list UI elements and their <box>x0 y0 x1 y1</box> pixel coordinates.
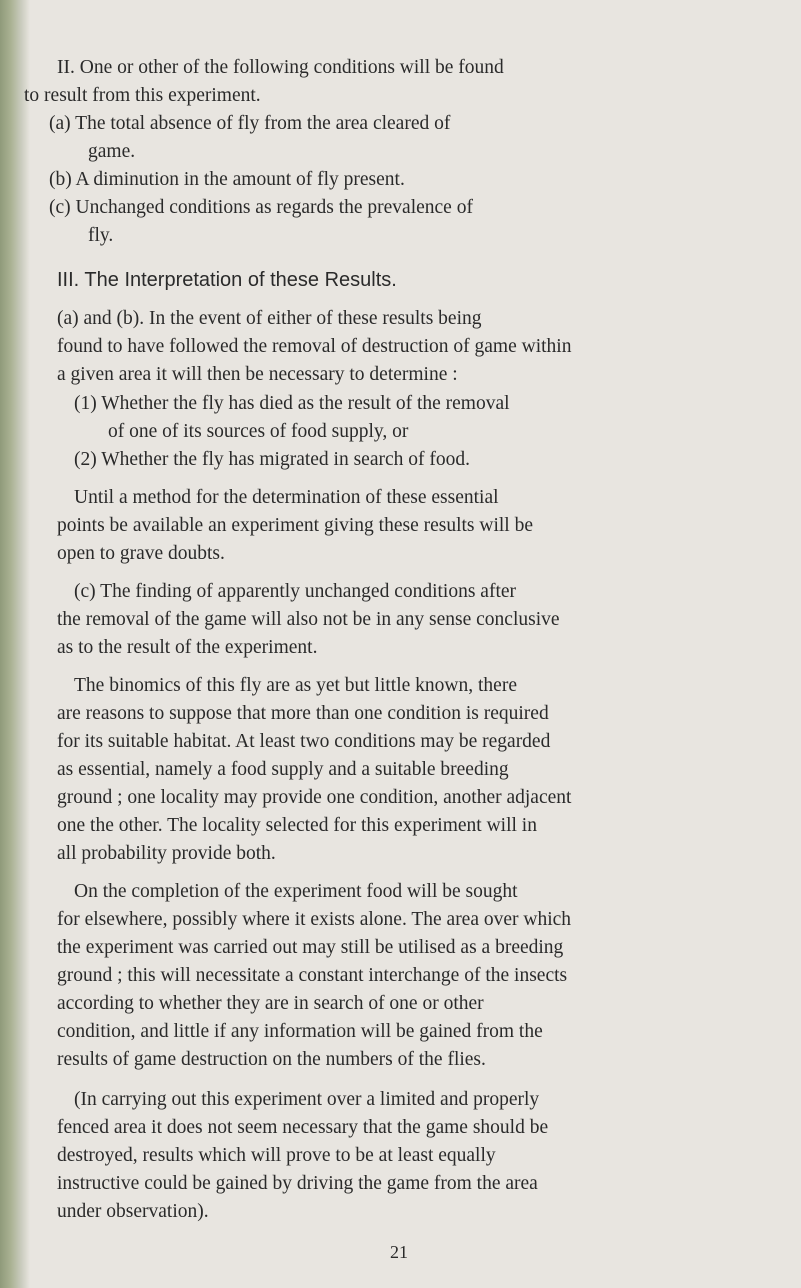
paragraph-line: ground ; one locality may provide one condition, another adjacent <box>57 787 572 808</box>
paragraph-line: instructive could be gained by driving the game from the area <box>57 1173 538 1194</box>
paragraph-line: all probability provide both. <box>57 843 276 864</box>
condition-a: game. <box>88 141 136 162</box>
paragraph-line: as to the result of the experiment. <box>57 637 318 658</box>
paragraph-line: The binomics of this fly are as yet but little known, there <box>74 675 517 696</box>
paragraph-line: as essential, namely a food supply and a suitable breeding <box>57 759 509 780</box>
paragraph-line: (In carrying out this experiment over a limited and properly <box>74 1089 540 1110</box>
paragraph-line: destroyed, results which will prove to be at least equally <box>57 1145 496 1166</box>
paragraph-line: the removal of the game will also not be in any sense conclusive <box>57 609 560 630</box>
section-ii-intro-line: II. One or other of the following conditions will be found <box>57 57 504 78</box>
paragraph-line: Until a method for the determination of these essential <box>74 487 499 508</box>
page-number: 21 <box>390 1242 408 1262</box>
section-heading: III. The Interpretation of these Results. <box>57 269 397 291</box>
paragraph-line: are reasons to suppose that more than one condition is required <box>57 703 549 724</box>
condition-a: (a) The total absence of fly from the area cleared of <box>49 113 451 134</box>
paragraph-line: a given area it will then be necessary to determine : <box>57 364 458 385</box>
paragraph-line: found to have followed the removal of destruction of game within <box>57 336 572 357</box>
paragraph-line: (a) and (b). In the event of either of these results being <box>57 308 482 329</box>
paragraph-line: results of game destruction on the numbers of the flies. <box>57 1049 486 1070</box>
question-1: of one of its sources of food supply, or <box>108 421 409 442</box>
question-2: (2) Whether the fly has migrated in search of food. <box>74 449 470 470</box>
section-ii-intro-line: to result from this experiment. <box>24 85 261 106</box>
paragraph-line: the experiment was carried out may still be utilised as a breeding <box>57 937 564 958</box>
paragraph-line: condition, and little if any information will be gained from the <box>57 1021 543 1042</box>
paragraph-line: for elsewhere, possibly where it exists alone. The area over which <box>57 909 572 930</box>
paragraph-line: (c) The finding of apparently unchanged conditions after <box>74 581 517 602</box>
paragraph-line: for its suitable habitat. At least two conditions may be regarded <box>57 731 551 752</box>
paragraph-line: points be available an experiment giving these results will be <box>57 515 533 536</box>
condition-c: fly. <box>88 225 114 246</box>
condition-c: (c) Unchanged conditions as regards the prevalence of <box>49 197 473 218</box>
paragraph-line: On the completion of the experiment food will be sought <box>74 881 518 902</box>
paragraph-line: under observation). <box>57 1201 209 1222</box>
question-1: (1) Whether the fly has died as the result of the removal <box>74 393 510 414</box>
paragraph-line: ground ; this will necessitate a constant interchange of the insects <box>57 965 568 986</box>
condition-b: (b) A diminution in the amount of fly present. <box>49 169 405 190</box>
paragraph-line: open to grave doubts. <box>57 543 225 564</box>
paragraph-line: according to whether they are in search of one or other <box>57 993 484 1014</box>
paragraph-line: fenced area it does not seem necessary that the game should be <box>57 1117 549 1138</box>
paragraph-line: one the other. The locality selected for this experiment will in <box>57 815 537 836</box>
